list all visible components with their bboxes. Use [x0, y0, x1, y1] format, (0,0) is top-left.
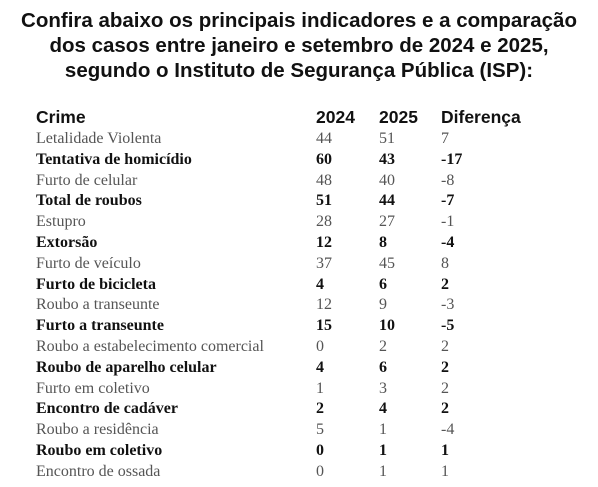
- header-2025: 2025: [379, 107, 418, 127]
- cell-2024: 37: [316, 254, 332, 272]
- page-title: [0, 8, 598, 83]
- table-row: [36, 420, 551, 441]
- cell-difference: 2: [441, 400, 449, 418]
- title-line-3: segundo o Instituto de Segurança Pública (ISP):: [64, 59, 534, 82]
- table-row: [36, 399, 551, 420]
- table-row: [36, 171, 551, 192]
- cell-2025: 44: [379, 192, 395, 210]
- cell-difference: 1: [441, 462, 449, 480]
- table-header-row: [36, 105, 551, 129]
- cell-2024: 44: [316, 130, 332, 147]
- cell-2025: 51: [379, 130, 395, 147]
- table-row: [36, 358, 551, 379]
- cell-2024: 48: [316, 171, 332, 189]
- cell-difference: -1: [441, 213, 455, 231]
- title-line-2: dos casos entre janeiro e setembro de 2024 e 2025,: [49, 34, 549, 57]
- table-row: [36, 295, 551, 316]
- cell-2025: 1: [379, 421, 387, 439]
- table-row: [36, 129, 551, 150]
- cell-crime: Furto de celular: [36, 171, 138, 189]
- cell-2025: 10: [379, 317, 395, 335]
- cell-difference: -3: [441, 296, 455, 314]
- cell-difference: 2: [441, 275, 449, 293]
- cell-difference: -7: [441, 192, 455, 210]
- cell-2025: 6: [379, 358, 387, 376]
- cell-difference: 2: [441, 337, 449, 355]
- cell-2025: 27: [379, 213, 395, 231]
- cell-2024: 1: [316, 379, 324, 397]
- table-row: [36, 212, 551, 233]
- cell-2024: 5: [316, 421, 324, 439]
- cell-difference: 2: [441, 358, 449, 376]
- cell-crime: Furto a transeunte: [36, 317, 164, 335]
- cell-crime: Tentativa de homicídio: [36, 150, 192, 168]
- cell-crime: Furto em coletivo: [36, 379, 150, 397]
- cell-difference: -8: [441, 171, 455, 189]
- header-2024: 2024: [316, 107, 355, 127]
- cell-difference: 8: [441, 254, 449, 272]
- cell-difference: 2: [441, 379, 449, 397]
- crime-comparison-table: [36, 105, 551, 483]
- table-row: [36, 233, 551, 254]
- cell-difference: -4: [441, 421, 455, 439]
- cell-2025: 8: [379, 233, 387, 251]
- cell-crime: Total de roubos: [36, 192, 142, 210]
- table-row: [36, 316, 551, 337]
- cell-2025: 1: [379, 462, 387, 480]
- cell-2024: 28: [316, 213, 332, 231]
- cell-crime: Roubo a transeunte: [36, 296, 160, 314]
- cell-difference: -4: [441, 233, 455, 251]
- cell-2025: 2: [379, 337, 387, 355]
- cell-2024: 0: [316, 441, 324, 459]
- cell-crime: Encontro de cadáver: [36, 400, 178, 418]
- cell-2024: 0: [316, 337, 324, 355]
- cell-2025: 45: [379, 254, 395, 272]
- cell-2025: 40: [379, 171, 395, 189]
- cell-2024: 0: [316, 462, 324, 480]
- cell-2025: 1: [379, 441, 387, 459]
- cell-crime: Letalidade Violenta: [36, 130, 162, 147]
- title-line-1: Confira abaixo os principais indicadores e a comparação: [21, 9, 577, 32]
- table-row: [36, 191, 551, 212]
- table-row: [36, 337, 551, 358]
- table-row: [36, 254, 551, 275]
- cell-2024: 4: [316, 358, 324, 376]
- cell-2024: 51: [316, 192, 332, 210]
- cell-crime: Roubo em coletivo: [36, 441, 163, 459]
- table-row: [36, 150, 551, 171]
- cell-2024: 12: [316, 296, 332, 314]
- cell-2024: 15: [316, 317, 332, 335]
- table-body: [36, 129, 551, 483]
- cell-2024: 60: [316, 150, 332, 168]
- cell-crime: Extorsão: [36, 233, 98, 251]
- table-row: [36, 275, 551, 296]
- cell-difference: 7: [441, 130, 449, 147]
- cell-crime: Roubo a residência: [36, 421, 159, 439]
- table-row: [36, 441, 551, 462]
- cell-crime: Encontro de ossada: [36, 462, 161, 480]
- cell-2025: 3: [379, 379, 387, 397]
- cell-crime: Roubo a estabelecimento comercial: [36, 337, 264, 355]
- cell-difference: -17: [441, 150, 463, 168]
- cell-crime: Furto de bicicleta: [36, 275, 156, 293]
- table-row: [36, 462, 551, 483]
- cell-2025: 6: [379, 275, 387, 293]
- cell-2025: 43: [379, 150, 395, 168]
- cell-difference: -5: [441, 317, 455, 335]
- header-difference: Diferença: [441, 107, 521, 127]
- cell-crime: Estupro: [36, 213, 86, 231]
- cell-crime: Furto de veículo: [36, 254, 141, 272]
- cell-crime: Roubo de aparelho celular: [36, 358, 217, 376]
- table-row: [36, 379, 551, 400]
- header-crime: Crime: [36, 107, 86, 127]
- cell-2024: 4: [316, 275, 324, 293]
- cell-2025: 4: [379, 400, 387, 418]
- cell-2024: 12: [316, 233, 332, 251]
- cell-2025: 9: [379, 296, 387, 314]
- cell-2024: 2: [316, 400, 324, 418]
- cell-difference: 1: [441, 441, 449, 459]
